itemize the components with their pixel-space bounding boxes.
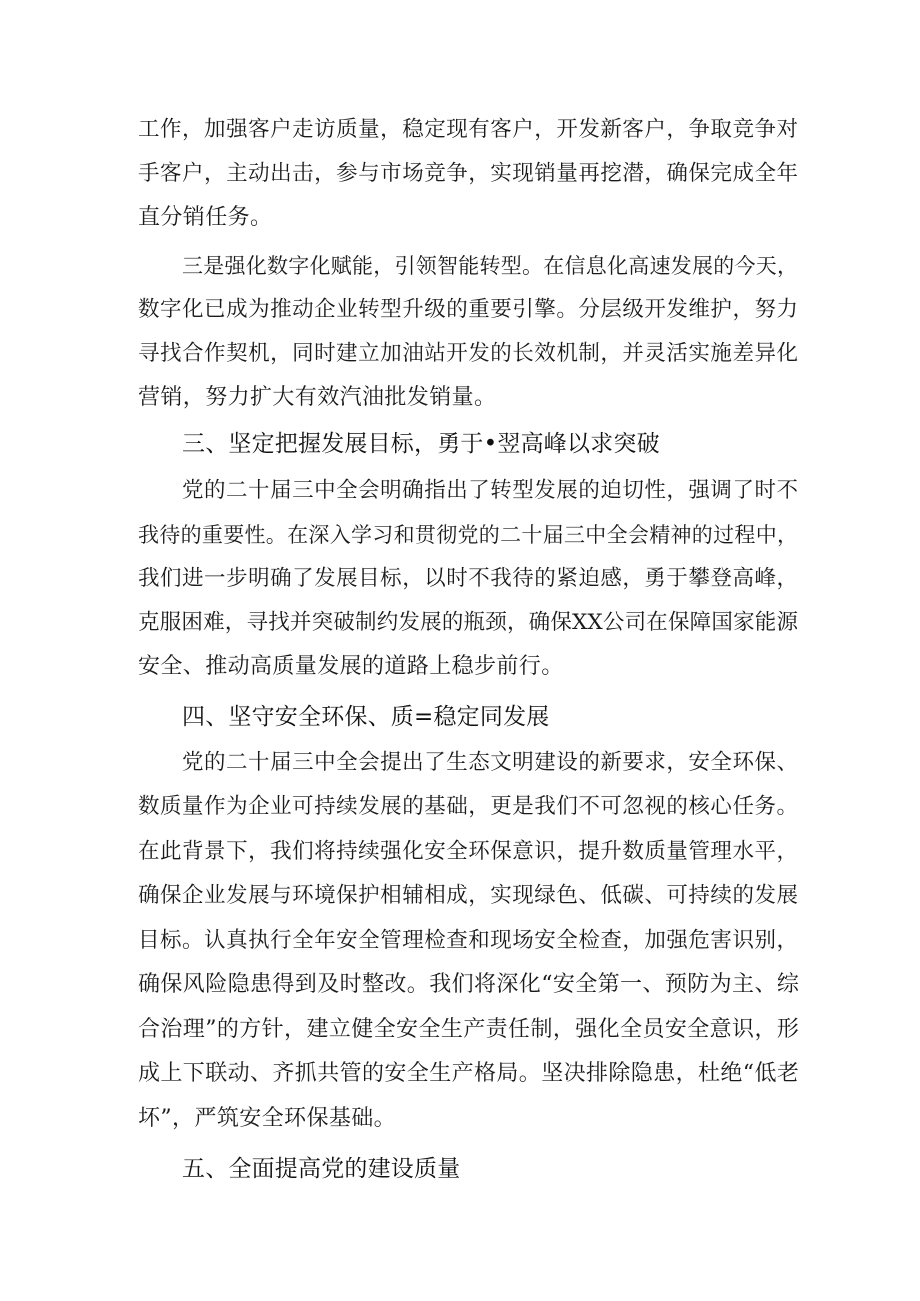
paragraph-line: 数质量作为企业可持续发展的基础，更是我们不可忽视的核心任务。 [138, 794, 798, 819]
paragraph-line: 目标。认真执行全年安全管理检查和现场安全检查，加强危害识别， [138, 928, 798, 953]
paragraph-line: 合治理”的方针，建立健全安全生产责任制，强化全员安全意识，形 [138, 1017, 800, 1042]
paragraph-line: 寻找合作契机，同时建立加油站开发的长效机制，并灵活实施差异化 [138, 341, 798, 366]
paragraph-line: 党的二十届三中全会提出了生态文明建设的新要求，安全环保、 [182, 750, 798, 775]
paragraph-line: 克服困难，寻找并突破制约发展的瓶颈，确保XX公司在保障国家能源 [138, 610, 798, 635]
paragraph-line: 营销，努力扩大有效汽油批发销量。 [138, 385, 497, 410]
paragraph-line: 党的二十届三中全会明确指出了转型发展的迫切性，强调了时不 [182, 478, 798, 503]
paragraph-line: 确保风险隐患得到及时整改。我们将深化“安全第一、预防为主、综 [138, 972, 800, 997]
paragraph-line: 手客户，主动出击，参与市场竞争，实现销量再挖潜，确保完成全年 [138, 161, 798, 186]
section-heading-5: 五、全面提高党的建设质量 [182, 1156, 461, 1182]
section-heading-4: 四、坚守安全环保、质=稳定同发展 [182, 704, 550, 730]
paragraph-line: 我们进一步明确了发展目标，以时不我待的紧迫感，勇于攀登高峰， [138, 566, 798, 591]
paragraph-line: 直分销任务。 [138, 205, 273, 230]
paragraph-line: 三是强化数字化赋能，引领智能转型。在信息化高速发展的今天， [182, 254, 798, 278]
paragraph-line: 确保企业发展与环境保护相辅相成，实现绿色、低碳、可持续的发展 [138, 883, 798, 908]
paragraph-line: 坏”，严筑安全环保基础。 [138, 1106, 397, 1131]
paragraph-line: 在此背景下，我们将持续强化安全环保意识，提升数质量管理水平， [138, 839, 798, 864]
paragraph-line: 工作，加强客户走访质量，稳定现有客户，开发新客户，争取竞争对 [138, 117, 798, 142]
paragraph-line: 成上下联动、齐抓共管的安全生产格局。坚决排除隐患，杜绝“低老 [138, 1061, 800, 1086]
paragraph-line: 我待的重要性。在深入学习和贯彻党的二十届三中全会精神的过程中， [138, 523, 798, 547]
paragraph-line: 数字化已成为推动企业转型升级的重要引擎。分层级开发维护，努力 [138, 297, 798, 322]
section-heading-3: 三、坚定把握发展目标，勇于•翌高峰以求突破 [182, 431, 660, 457]
paragraph-line: 安全、推动高质量发展的道路上稳步前行。 [138, 654, 564, 679]
